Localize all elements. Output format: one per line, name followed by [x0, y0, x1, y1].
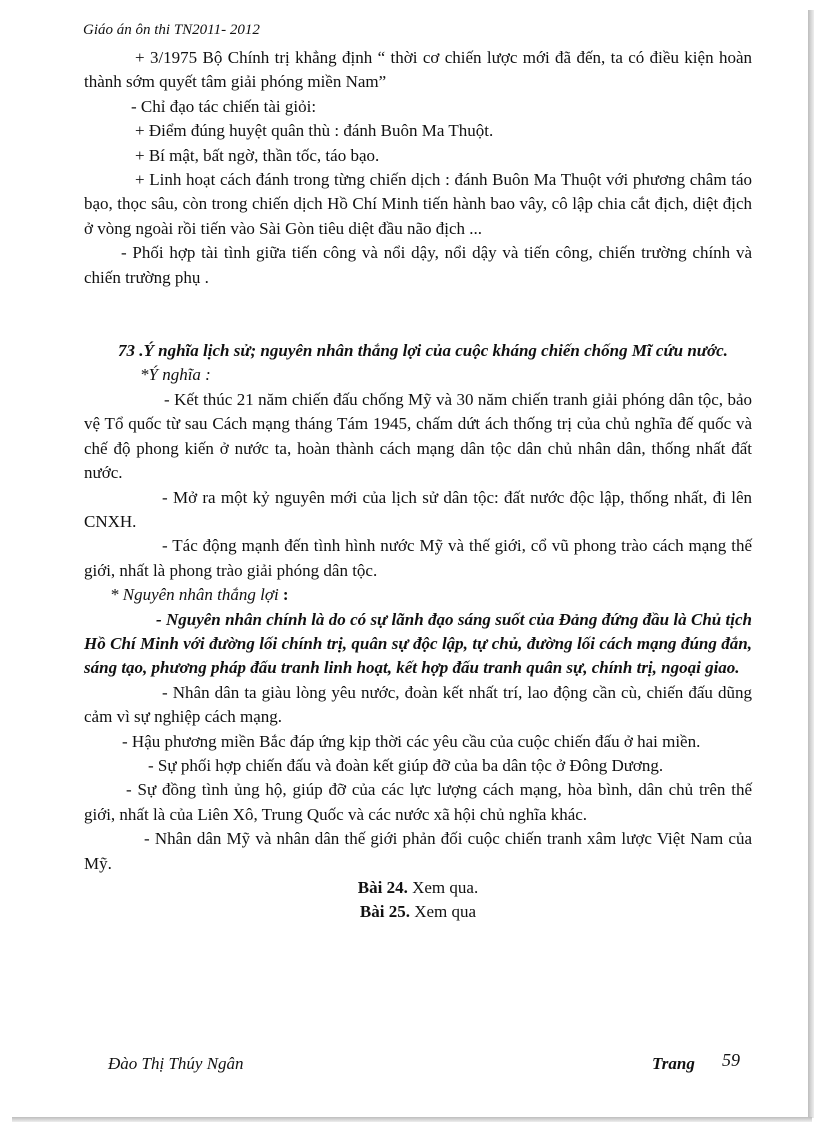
footer-page-number: 59 [722, 1050, 740, 1070]
cause-item-1: - Nhân dân ta giàu lòng yêu nước, đoàn kết nhất trí, lao động cần cù, chiến đấu dũng cảm vì sự nghiệp cách mạng. [84, 682, 752, 727]
meaning-item-3: - Tác động mạnh đến tình hình nước Mỹ và thế giới, cổ vũ phong trào cách mạng thế giới, nhất là phong trào giải phóng dân tộc. [84, 536, 752, 580]
lesson-25 [84, 900, 752, 924]
spacer [84, 290, 752, 339]
cause-item-5: - Nhân dân Mỹ và nhân dân thế giới phản đối cuộc chiến tranh xâm lược Việt Nam của Mỹ. [84, 829, 752, 873]
paragraph-point-2: + Bí mật, bất ngờ, thần tốc, táo bạo. [135, 145, 380, 165]
lesson-25-text: Xem qua [409, 902, 477, 922]
meaning-heading: *Ý nghĩa : [140, 365, 211, 385]
causes-heading [84, 583, 752, 607]
section-title: 73 .Ý nghĩa lịch sử; nguyên nhân thắng lợi của cuộc kháng chiến chống Mĩ cứu nước. [118, 341, 728, 361]
cause-item-2: - Hậu phương miền Bắc đáp ứng kịp thời các yêu cầu của cuộc chiến đấu ở hai miền. [122, 731, 701, 751]
lesson-25-label: Bài 25. [359, 902, 410, 922]
meaning-item-1: - Kết thúc 21 năm chiến đấu chống Mỹ và 30 năm chiến tranh giải phóng dân tộc, bảo vệ Tổ quốc từ sau Cách mạng tháng Tám 1945, chấm dứt ách thống trị của chủ nghĩa đế quốc và chế độ phong kiến ở nước ta, hoàn thành cách mạng dân tộc dân chủ nhân dân, thống nhất đất nước. [84, 389, 752, 483]
page-shadow-bottom [12, 1117, 812, 1122]
paragraph-command: - Chỉ đạo tác chiến tài giỏi: [131, 96, 317, 116]
page-body [84, 46, 752, 925]
paragraph-point-1: + Điểm đúng huyệt quân thù : đánh Buôn Ma Thuột. [135, 121, 494, 141]
page-header: Giáo án ôn thi TN2011- 2012 [83, 22, 260, 38]
causes-heading-colon: : [278, 585, 289, 605]
lesson-24 [84, 876, 752, 900]
footer-page-label: Trang [652, 1054, 695, 1073]
footer-author: Đào Thị Thúy Ngân [108, 1054, 244, 1073]
meaning-item-2: - Mở ra một kỷ nguyên mới của lịch sử dân tộc: đất nước độc lập, thống nhất, đi lên CNXH. [84, 487, 752, 531]
main-cause: - Nguyên nhân chính là do có sự lãnh đạo sáng suốt của Đảng đứng đầu là Chủ tịch Hồ Chí Minh với đường lối chính trị, quân sự độc lập, tự chủ, đường lối cách mạng đúng đắn, sáng tạo, phương pháp đấu tranh linh hoạt, kết hợp đấu tranh quân sự, chính trị, ngoại giao. [84, 609, 752, 678]
cause-item-4: - Sự đồng tình ủng hộ, giúp đỡ của các lực lượng cách mạng, hòa bình, dân chủ trên thế giới, nhất là của Liên Xô, Trung Quốc và các nước xã hội chủ nghĩa khác. [84, 780, 752, 824]
cause-item-3: - Sự phối hợp chiến đấu và đoàn kết giúp đỡ của ba dân tộc ở Đông Dương. [148, 755, 664, 775]
paragraph-point-3: + Linh hoạt cách đánh trong từng chiến dịch : đánh Buôn Ma Thuột với phương châm táo bạo, thọc sâu, còn trong chiến dịch Hồ Chí Minh tiến hành bao vây, cô lập chia cắt địch, diệt địch ở vòng ngoài rồi tiến vào Sài Gòn tiêu diệt đầu não địch ... [84, 170, 752, 238]
paragraph-coordination: - Phối hợp tài tình giữa tiến công và nổi dậy, nổi dậy và tiến công, chiến trường chính và chiến trường phụ . [84, 243, 752, 287]
lesson-24-text: Xem qua. [407, 878, 479, 897]
page-shadow-right [808, 10, 814, 1118]
lesson-24-label: Bài 24. [357, 878, 408, 897]
paragraph-decision-1975: + 3/1975 Bộ Chính trị khẳng định “ thời cơ chiến lược mới đã đến, ta có điều kiện hoàn thành sớm quyết tâm giải phóng miền Nam” [84, 48, 752, 92]
causes-heading-text: * Nguyên nhân thắng lợi [110, 585, 279, 605]
